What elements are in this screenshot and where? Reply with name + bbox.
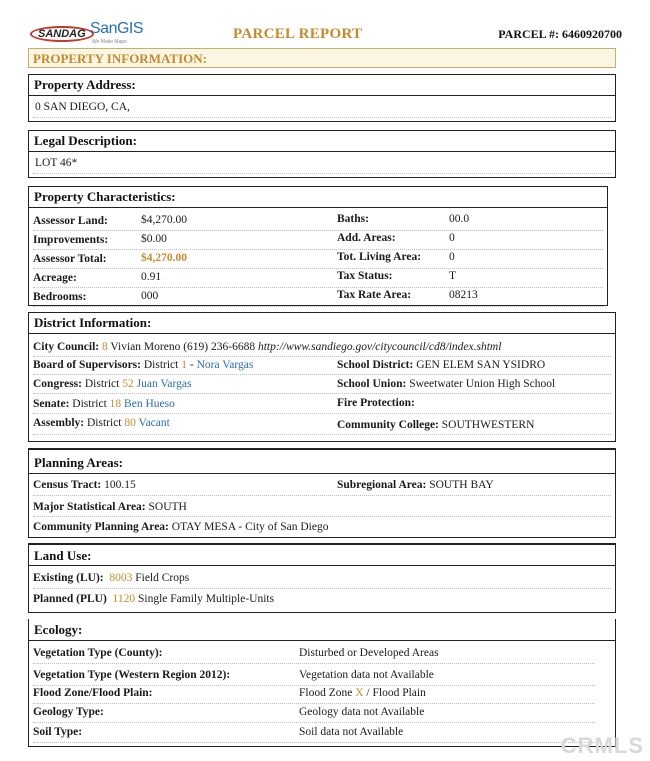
ecology-value: Geology data not Available: [299, 706, 425, 718]
ecology-label: Flood Zone/Flood Plain:: [33, 687, 153, 699]
legal-description-value: LOT 46*: [35, 157, 78, 169]
char-right-value: 08213: [449, 289, 478, 301]
ecology-label: Geology Type:: [33, 706, 104, 718]
char-right-label: Tax Status:: [337, 270, 393, 282]
char-right-label: Tot. Living Area:: [337, 251, 422, 263]
planning-areas-section: [28, 448, 616, 538]
char-right-label: Add. Areas:: [337, 232, 396, 244]
char-left-label: Assessor Land:: [33, 215, 108, 227]
property-address-section: [28, 74, 616, 122]
major-statistical-area-row: Major Statistical Area: SOUTH: [33, 501, 187, 513]
city-council-url[interactable]: http://www.sandiego.gov/citycouncil/cd8/index.shtml: [257, 341, 502, 353]
property-address-value: 0 SAN DIEGO, CA,: [35, 101, 130, 113]
land-use-section: [28, 543, 616, 613]
char-right-label: Tax Rate Area:: [337, 289, 412, 301]
section-title: Property Address:: [34, 77, 136, 92]
char-right-value: 0: [449, 232, 455, 244]
school-union-row: School Union: Sweetwater Union High School: [337, 378, 556, 390]
crmls-watermark: CRMLS: [560, 733, 644, 758]
ecology-value: Flood Zone X / Flood Plain: [299, 687, 426, 699]
sandag-logo: SANDAG: [30, 26, 94, 42]
ecology-value: Vegetation data not Available: [299, 669, 434, 681]
char-left-value: 0.91: [141, 271, 162, 283]
char-right-value: T: [449, 270, 457, 282]
district-information-section: [28, 312, 616, 442]
ecology-label: Vegetation Type (County):: [33, 647, 163, 659]
ecology-value: Disturbed or Developed Areas: [299, 647, 439, 659]
section-title: Property Characteristics:: [34, 189, 176, 204]
char-right-label: Baths:: [337, 213, 369, 225]
char-right-value: 00.0: [449, 213, 470, 225]
ecology-label: Vegetation Type (Western Region 2012):: [33, 669, 231, 681]
property-characteristics-section: [28, 186, 608, 306]
char-left-value: $4,270.00: [141, 252, 187, 264]
char-left-label: Acreage:: [33, 272, 77, 284]
char-left-value: $4,270.00: [141, 214, 187, 226]
school-district-row: School District: GEN ELEM SAN YSIDRO: [337, 359, 546, 371]
legal-description-section: [28, 130, 616, 178]
parcel-number: PARCEL #: 6460920700: [498, 27, 622, 41]
supervisors-row: Board of Supervisors: District 1 - Nora Vargas: [33, 359, 254, 371]
section-title: Legal Description:: [34, 133, 137, 148]
char-left-label: Assessor Total:: [33, 253, 107, 265]
section-title: District Information:: [34, 315, 152, 330]
char-left-value: $0.00: [141, 233, 167, 245]
section-title: Land Use:: [34, 548, 92, 563]
ecology-value: Soil data not Available: [299, 726, 404, 738]
char-left-label: Bedrooms:: [33, 291, 87, 303]
property-information-bar: PROPERTY INFORMATION:: [28, 48, 616, 68]
section-title: Ecology:: [34, 622, 83, 637]
community-college-row: Community College: SOUTHWESTERN: [337, 419, 535, 431]
assembly-row: Assembly: District 80 Vacant: [33, 417, 170, 429]
section-title: Planning Areas:: [34, 455, 123, 470]
city-council-row: City Council: 8 Vivian Moreno (619) 236-6688 http://www.sandiego.gov/citycouncil/cd8/index.shtml: [33, 341, 502, 353]
senate-row: Senate: District 18 Ben Hueso: [33, 398, 175, 410]
existing-land-use-row: Existing (LU): 8003 Field Crops: [33, 572, 190, 584]
char-left-value: 000: [141, 290, 159, 302]
planned-land-use-row: Planned (PLU) 1120 Single Family Multiple-Units: [33, 593, 275, 605]
congress-row: Congress: District 52 Juan Vargas: [33, 378, 192, 390]
char-left-label: Improvements:: [33, 234, 109, 246]
sangis-logo: SanGIS: [90, 20, 144, 37]
sangis-logo-subtitle: We Make Maps: [92, 39, 127, 45]
report-title: PARCEL REPORT: [233, 26, 363, 42]
char-right-value: 0: [449, 251, 455, 263]
fire-protection-row: Fire Protection:: [337, 397, 415, 409]
ecology-section: [28, 619, 616, 747]
subregional-area-row: Subregional Area: SOUTH BAY: [337, 479, 494, 491]
census-tract-row: Census Tract: 100.15: [33, 479, 136, 491]
ecology-label: Soil Type:: [33, 726, 83, 738]
community-planning-area-row: Community Planning Area: OTAY MESA - City of San Diego: [33, 521, 329, 533]
report-header: [0, 0, 650, 48]
